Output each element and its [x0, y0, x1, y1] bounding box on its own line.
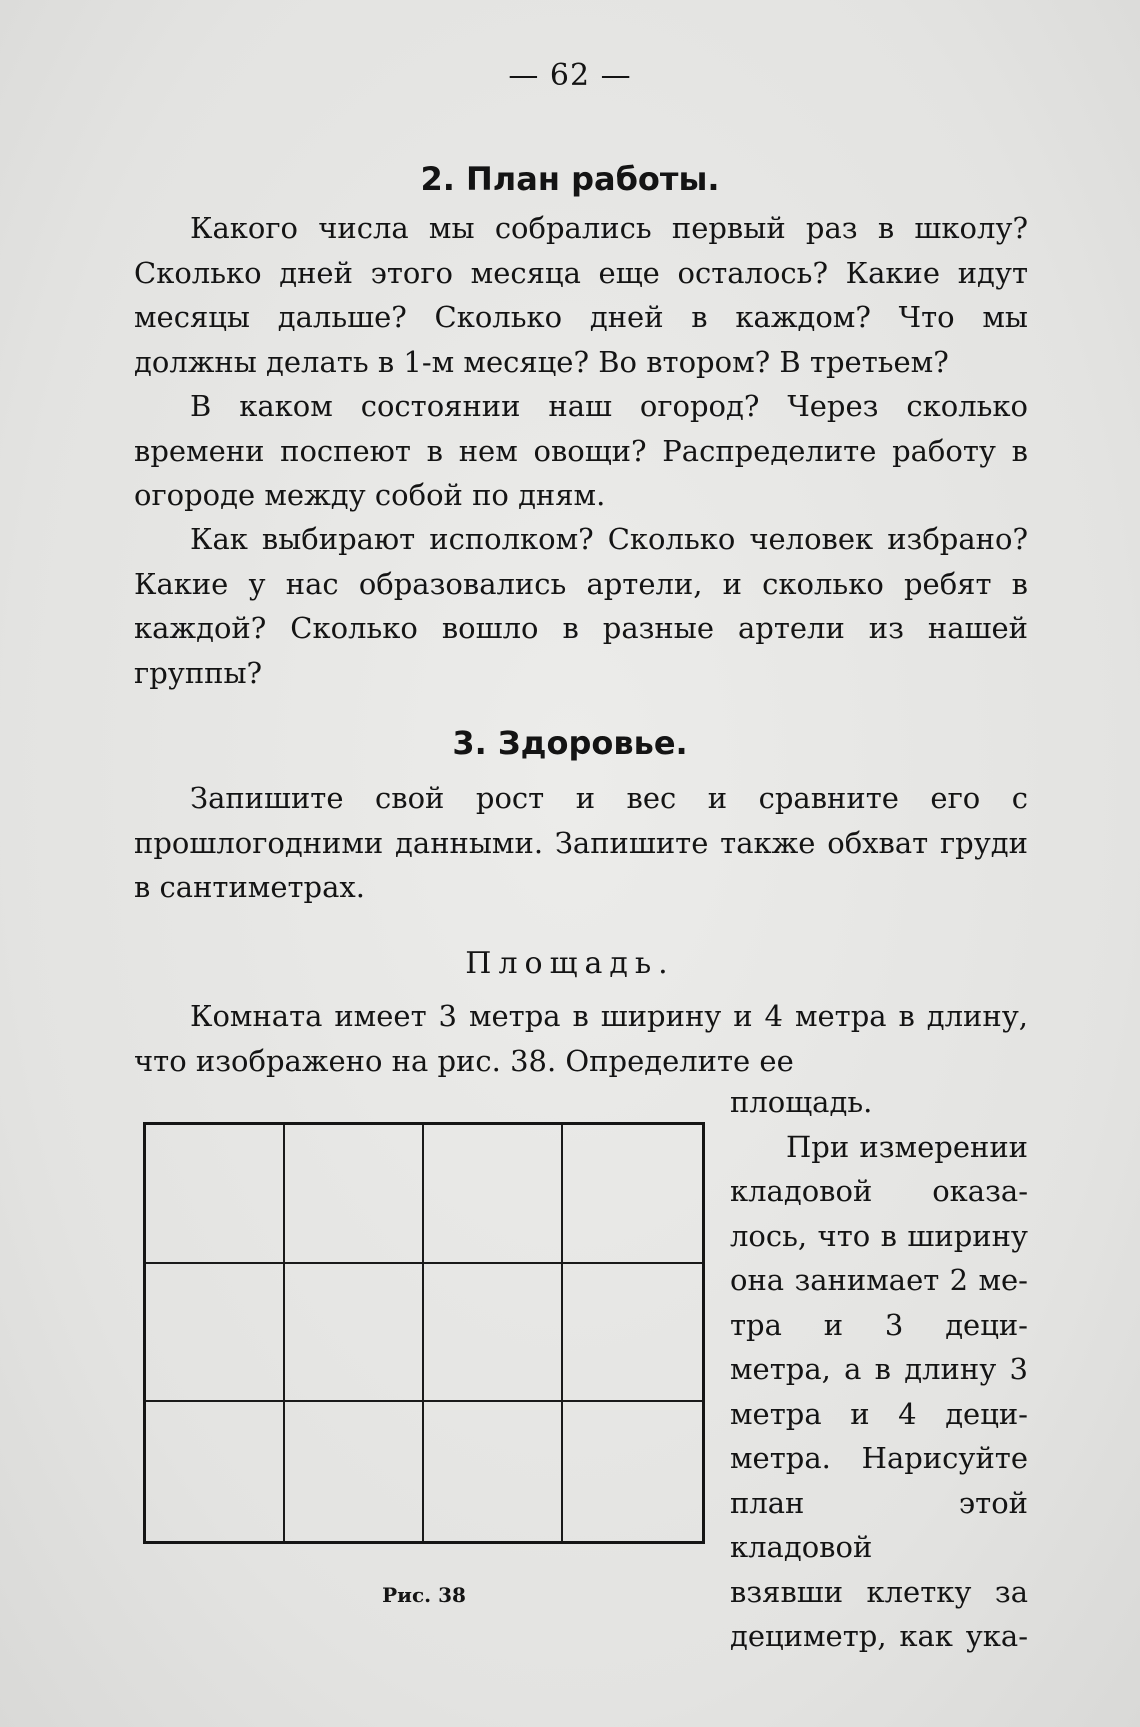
grid-cell [285, 1125, 424, 1264]
paragraph-school-dates: Какого числа мы собрались первый раз в школу? Сколько дней этого месяца еще осталось? Какие идут месяцы дальше? Сколько дней в каждом? Что мы должны делать в 1-м месяце? Во втором? В третьем? [134, 211, 1028, 379]
grid-cell [424, 1125, 563, 1264]
grid-cell [146, 1125, 285, 1264]
section-title-work-plan: 2. План работы. [420, 160, 720, 198]
paragraph-committee: Как выбирают исполком? Сколько человек избрано? Какие у нас образовались артели, и сколько ребят в каждой? Сколько вошло в разные артели из нашей группы? [134, 522, 1028, 690]
text-line: она занимает 2 ме- [730, 1263, 1028, 1297]
section-title-health: 3. Здоровье. [452, 724, 688, 762]
paragraph-garden: В каком состоянии наш огород? Через сколько времени поспеют в нем овощи? Распределите работу в огороде между собой по дням. [134, 389, 1028, 512]
text-line: При измерении [786, 1129, 1028, 1164]
section-title-area: Площадь. [465, 946, 675, 981]
grid-cell [563, 1402, 702, 1541]
paragraph-height-weight: Запишите свой рост и вес и сравните его с прошлогодними данными. Запишите также обхват груди в сантиметрах. [134, 781, 1028, 904]
text-line: тра и 3 деци- [730, 1307, 1028, 1342]
grid-cell [563, 1264, 702, 1403]
grid-cell [146, 1264, 285, 1403]
grid-cell [285, 1402, 424, 1541]
text-line: площадь. [730, 1085, 873, 1119]
text-line: кладовой оказа- [730, 1174, 1028, 1208]
grid-cell [285, 1264, 424, 1403]
text-line: метра, а в длину 3 [730, 1352, 1028, 1386]
figure-38-grid [143, 1122, 705, 1544]
text-line: дециметр, как ука- [730, 1619, 1028, 1653]
grid-cell [563, 1125, 702, 1264]
grid-cell [424, 1264, 563, 1403]
room-plan-grid [143, 1122, 705, 1544]
figure-caption: Рис. 38 [382, 1583, 466, 1607]
text-line: метра. Нарисуйте [730, 1441, 1028, 1475]
paragraph-room-area: Комната имеет 3 метра в ширину и 4 метра в длину, что изображено на рис. 38. Определите ее [134, 999, 1028, 1078]
text-line: план этой кладовой [730, 1485, 1028, 1564]
pantry-text-column [730, 1080, 1028, 1659]
text-line: метра и 4 деци- [730, 1396, 1028, 1431]
text-line: взявши клетку за [730, 1574, 1028, 1609]
grid-cell [146, 1402, 285, 1541]
page-number: — 62 — [508, 58, 632, 93]
grid-cell [424, 1402, 563, 1541]
text-line: лось, что в ширину [730, 1218, 1028, 1253]
